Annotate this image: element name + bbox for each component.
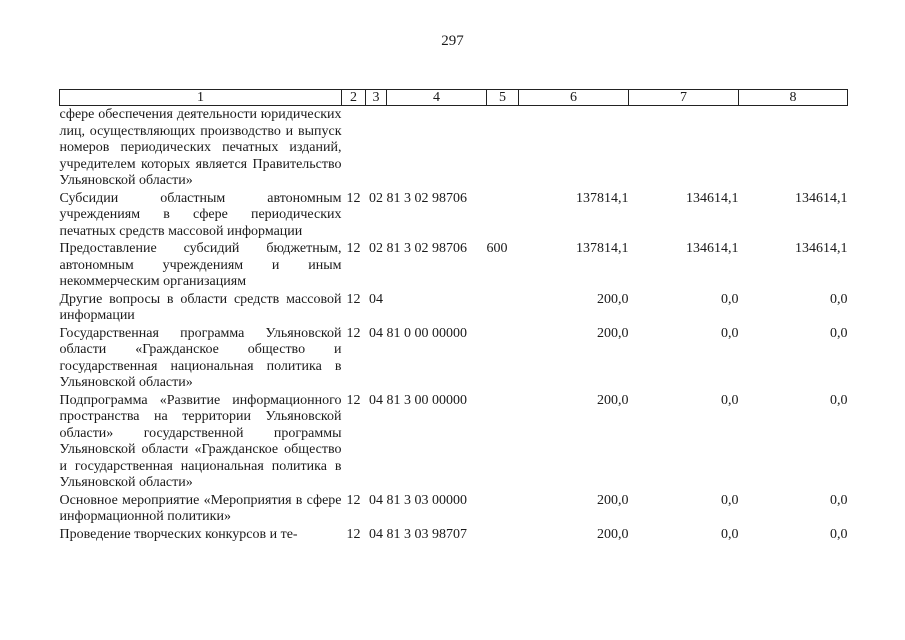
header-col-7: 7 — [629, 90, 739, 106]
table-row — [60, 292, 848, 326]
row-name: сфере обеспечения деятельности юридических лиц, осуществляющих производство и выпуск номеров периодических печатных изданий, учредителем которых является Правительство Ульяновской области» — [59, 107, 342, 188]
row-amount-2 — [629, 106, 739, 191]
row-amount-1: 137814,1 — [576, 190, 629, 206]
header-row — [60, 90, 848, 106]
row-expense-type — [487, 393, 519, 493]
row-amount-2: 134614,1 — [686, 241, 739, 256]
header-col-3: 3 — [366, 90, 387, 106]
row-name: Другие вопросы в области средств массовой информации — [59, 291, 342, 323]
table-row — [60, 106, 848, 191]
table-row — [60, 241, 848, 292]
table-row — [60, 191, 848, 242]
row-section: 12 — [346, 291, 361, 307]
page-number: 297 — [441, 33, 464, 49]
row-name: Основное мероприятие «Мероприятия в сфере информационной политики» — [59, 492, 342, 524]
row-amount-3: 0,0 — [830, 325, 848, 341]
row-target-code: 81 3 02 98706 — [386, 241, 467, 256]
table-row — [60, 493, 848, 527]
row-target-code: 81 0 00 00000 — [386, 325, 467, 341]
row-subsection: 04 — [369, 325, 383, 341]
row-target-code: 81 3 02 98706 — [386, 190, 467, 206]
row-subsection — [366, 106, 387, 191]
row-amount-1: 200,0 — [597, 526, 629, 542]
row-name: Субсидии областным автономным учреждениям в сфере периодических печатных средств массовой информации — [59, 190, 342, 239]
row-section — [342, 106, 366, 191]
row-amount-1: 200,0 — [597, 291, 629, 307]
row-amount-3: 0,0 — [830, 492, 848, 508]
row-section: 12 — [346, 325, 361, 341]
row-name: Проведение творческих конкурсов и те- — [59, 526, 298, 542]
row-amount-1: 200,0 — [597, 325, 629, 341]
row-amount-2: 0,0 — [721, 291, 739, 307]
row-subsection: 04 — [369, 526, 383, 542]
row-target-code: 81 3 03 00000 — [386, 492, 467, 508]
row-section: 12 — [346, 190, 361, 206]
row-subsection: 04 — [369, 392, 383, 408]
header-col-1: 1 — [60, 90, 342, 106]
table-row — [60, 527, 848, 545]
row-amount-3: 0,0 — [830, 291, 848, 307]
row-section: 12 — [346, 526, 361, 542]
header-col-2: 2 — [342, 90, 366, 106]
table-header — [60, 90, 848, 106]
row-subsection: 04 — [369, 291, 383, 307]
row-subsection: 02 — [369, 190, 383, 206]
table-row — [60, 326, 848, 393]
row-amount-2: 134614,1 — [686, 190, 739, 206]
row-expense-type — [487, 106, 519, 191]
row-target-code — [387, 106, 487, 191]
row-amount-3 — [739, 106, 848, 191]
row-amount-3: 134614,1 — [795, 241, 848, 256]
row-target-code: 81 3 03 98707 — [386, 526, 467, 542]
row-amount-1: 200,0 — [597, 392, 629, 408]
row-target-code — [387, 292, 487, 326]
row-amount-1: 137814,1 — [576, 241, 629, 256]
row-expense-type: 600 — [486, 241, 508, 256]
row-name: Подпрограмма «Развитие информационного пространства на территории Ульяновской области» государственной программы Ульяновской области «Гражданское общество и государственная национальная политика в Ульяновской области» — [59, 392, 342, 490]
row-subsection: 04 — [369, 492, 383, 508]
row-target-code: 81 3 00 00000 — [386, 392, 467, 408]
row-section: 12 — [346, 241, 361, 256]
row-amount-3: 0,0 — [830, 526, 848, 542]
row-expense-type — [487, 326, 519, 393]
row-section: 12 — [346, 392, 361, 408]
row-expense-type — [487, 527, 519, 545]
row-section: 12 — [346, 492, 361, 508]
row-name: Предоставление субсидий бюджетным, автономным учреждениям и иным некоммерческим организациям — [59, 241, 342, 289]
table-body — [60, 106, 848, 545]
budget-table — [59, 89, 848, 544]
header-col-8: 8 — [739, 90, 848, 106]
row-expense-type — [487, 292, 519, 326]
row-name: Государственная программа Ульяновской области «Гражданское общество и государственная национальная политика в Ульяновской области» — [59, 325, 342, 390]
row-amount-2: 0,0 — [721, 392, 739, 408]
row-amount-2: 0,0 — [721, 325, 739, 341]
row-expense-type — [487, 191, 519, 242]
header-col-5: 5 — [487, 90, 519, 106]
header-col-6: 6 — [519, 90, 629, 106]
table-row — [60, 393, 848, 493]
row-expense-type — [487, 493, 519, 527]
header-col-4: 4 — [387, 90, 487, 106]
row-amount-1 — [519, 106, 629, 191]
row-amount-3: 134614,1 — [795, 190, 848, 206]
row-subsection: 02 — [369, 241, 383, 256]
row-amount-2: 0,0 — [721, 526, 739, 542]
row-amount-3: 0,0 — [830, 392, 848, 408]
row-amount-2: 0,0 — [721, 492, 739, 508]
row-amount-1: 200,0 — [597, 492, 629, 508]
